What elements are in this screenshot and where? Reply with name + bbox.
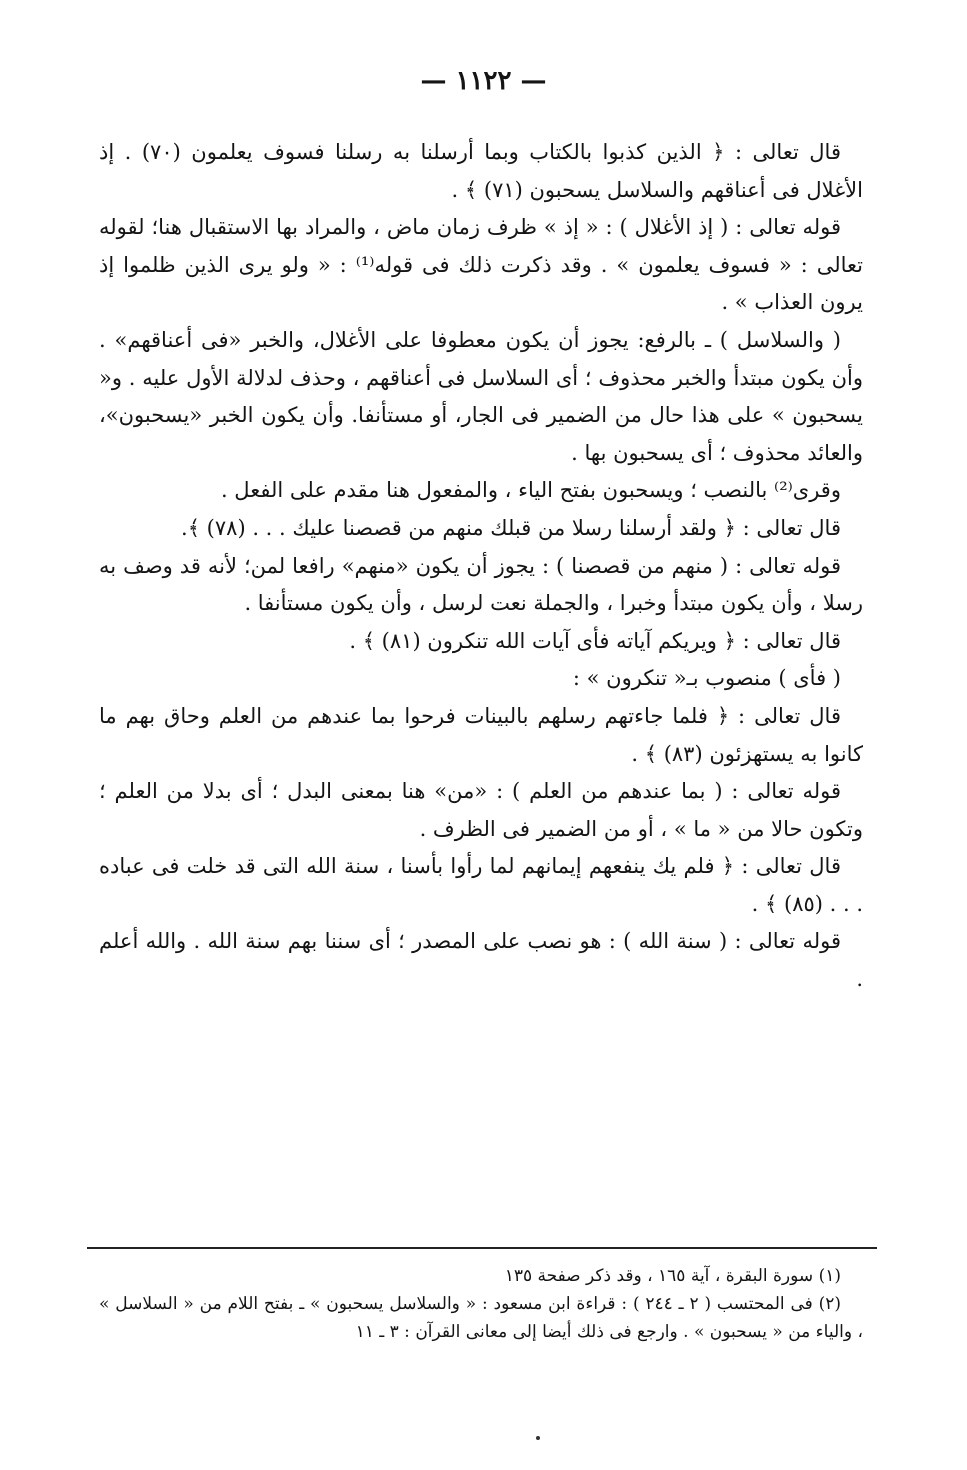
verse-paragraph: قال تعالى : ﴿ فلما جاءتهم رسلهم بالبينات فرحوا بما عندهم من العلم وحاق بهم ما كانوا به يستهزئون (٨٣) ﴾ .: [99, 703, 863, 766]
verse-paragraph: قال تعالى : ﴿ ولقد أرسلنا رسلا من قبلك منهم من قصصنا عليك . . . (٧٨) ﴾.: [181, 515, 841, 540]
footnotes: [99, 1262, 863, 1346]
commentary-paragraph: وقرى⁽²⁾ بالنصب ؛ ويسحبون بفتح الياء ، والمفعول هنا مقدم على الفعل .: [220, 478, 841, 503]
verse-paragraph: قال تعالى : ﴿ ويريكم آياته فأى آيات الله تنكرون (٨١) ﴾ .: [349, 628, 841, 653]
commentary-paragraph: قوله تعالى : ( إذ الأغلال ) : « إذ » ظرف زمان ماض ، والمراد بها الاستقبال هنا؛ لقوله تعالى : « فسوف يعلمون » . وقد ذكرت ذلك فى قوله⁽¹⁾ : « ولو يرى الذين ظلموا إذ يرون العذاب » .: [99, 215, 863, 315]
main-text: [99, 134, 863, 999]
page-number: — ١١٢٢ —: [420, 66, 547, 96]
commentary-paragraph: ( فأى ) منصوب بـ« تنكرون » :: [572, 666, 841, 691]
commentary-paragraph: قوله تعالى : ( سنة الله ) : هو نصب على المصدر ؛ أى سننا بهم سنة الله . والله أعلم .: [99, 929, 863, 992]
commentary-paragraph: قوله تعالى : ( بما عندهم من العلم ) : «من» هنا بمعنى البدل ؛ أى بدلا من العلم ؛ وتكون حالا من « ما » ، أو من الضمير فى الظرف .: [99, 779, 863, 841]
commentary-paragraph: ( والسلاسل ) ـ بالرفع: يجوز أن يكون معطوفا على الأغلال، والخبر «فى أعناقهم» . وأن يكون مبتدأ والخبر محذوف ؛ أى السلاسل فى أعناقهم ، وحذف لدلالة الأول عليه . و« يسحبون » على هذا حال من الضمير فى الجار، أو مستأنفا. وأن يكون الخبر «يسحبون»، والعائد محذوف ؛ أى يسحبون بها .: [99, 327, 863, 465]
footnote-2: (٢) فى المحتسب ( ٢ ـ ٢٤٤ ) : قراءة ابن مسعود : « والسلاسل يسحبون » ـ بفتح اللام من « السلاسل » ، والياء من « يسحبون » . وارجع فى ذلك أيضا إلى معانى القرآن : ٣ ـ ١١: [99, 1294, 863, 1342]
verse-paragraph: قال تعالى : ﴿ الذين كذبوا بالكتاب وبما أرسلنا به رسلنا فسوف يعلمون (٧٠) . إذ الأغلال فى أعناقهم والسلاسل يسحبون (٧١) ﴾ .: [99, 140, 863, 202]
verse-paragraph: قال تعالى : ﴿ فلم يك ينفعهم إيمانهم لما رأوا بأسنا ، سنة الله التى قد خلت فى عباده . . . (٨٥) ﴾ .: [99, 854, 863, 916]
commentary-paragraph: قوله تعالى : ( منهم من قصصنا ) : يجوز أن يكون «منهم» رافعا لمن؛ لأنه قد وصف به رسلا ، وأن يكون مبتدأ وخبرا ، والجملة نعت لرسل ، وأن يكون مستأنفا .: [99, 553, 863, 616]
footnote-1: (١) سورة البقرة ، آية ١٦٥ ، وقد ذكر صفحة ١٣٥: [504, 1266, 841, 1286]
print-speck: [536, 1436, 540, 1440]
footnote-divider: [87, 1247, 877, 1249]
